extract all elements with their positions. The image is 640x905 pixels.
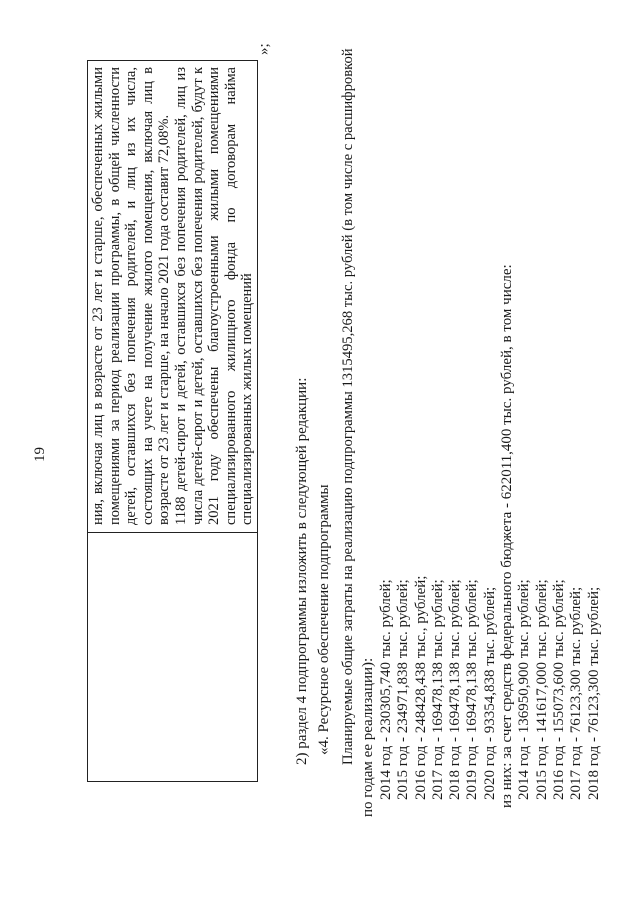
table-paragraph: 1188 детей-сирот и детей, оставшихся без попечения родителей, лиц из числа детей-сирот и детей, оставшихся без попечения родителей, будут к 2021 году обеспечены благоустроенными жилыми помещениями специализированного жилищного фонда по договорам найма специализированных жилых помещений xyxy=(172,67,256,525)
page-number: 19 xyxy=(32,447,48,462)
list-item: 2015 год - 141617,000 тыс. рублей; xyxy=(533,579,550,800)
list-item: 2020 год - 93354,838 тыс. рублей; xyxy=(481,586,498,800)
results-table xyxy=(87,60,258,782)
list-item: 2018 год - 169478,138 тыс. рублей; xyxy=(447,579,464,800)
section-heading: «4. Ресурсное обеспечение подпрограммы xyxy=(316,484,332,755)
amendment-item-2: 2) раздел 4 подпрограммы изложить в следующей редакции: xyxy=(294,377,310,765)
list-item: 2014 год - 230305,740 тыс. рублей; xyxy=(378,579,394,800)
yearly-totals-list xyxy=(378,264,603,808)
closing-quote-mark: »; xyxy=(256,43,272,55)
list-item: 2018 год - 76123,300 тыс. рублей; xyxy=(585,586,602,800)
list-item: 2019 год - 169478,138 тыс. рублей; xyxy=(464,579,481,800)
list-item: 2017 год - 76123,300 тыс. рублей; xyxy=(568,586,585,800)
list-item: 2016 год - 248428,438 тыс., рублей; xyxy=(412,575,429,800)
list-item: 2015 год - 234971,838 тыс. рублей; xyxy=(395,579,412,800)
list-item: 2014 год - 136950,900 тыс. рублей; xyxy=(516,579,533,800)
list-item: 2016 год - 155073,600 тыс. рублей; xyxy=(550,579,567,800)
federal-intro: из них: за счет средств федерального бюджета - 622011,400 тыс. рублей, в том числе: xyxy=(499,264,516,808)
table-column-divider xyxy=(88,532,257,533)
table-cell-text xyxy=(90,67,256,525)
list-item: 2017 год - 169478,138 тыс. рублей; xyxy=(429,579,446,800)
intro-text-line-2: по годам ее реализации): xyxy=(360,657,376,817)
table-paragraph: ния, включая лиц в возрасте от 23 лет и старше, обеспеченных жилыми помещениями за период реализации программы, в общей численности детей, оставшихся без попечения родителей, и лиц из их числа, состоящих на учете на получение жилого помещения, включая лиц в возрасте от 23 лет и старше, на начало 2021 года составит 72,08%. xyxy=(90,67,173,525)
intro-text-line-1: Планируемые общие затраты на реализацию подпрограммы 1315495,268 тыс. рублей (в том числе с расшифровкой xyxy=(340,48,356,765)
